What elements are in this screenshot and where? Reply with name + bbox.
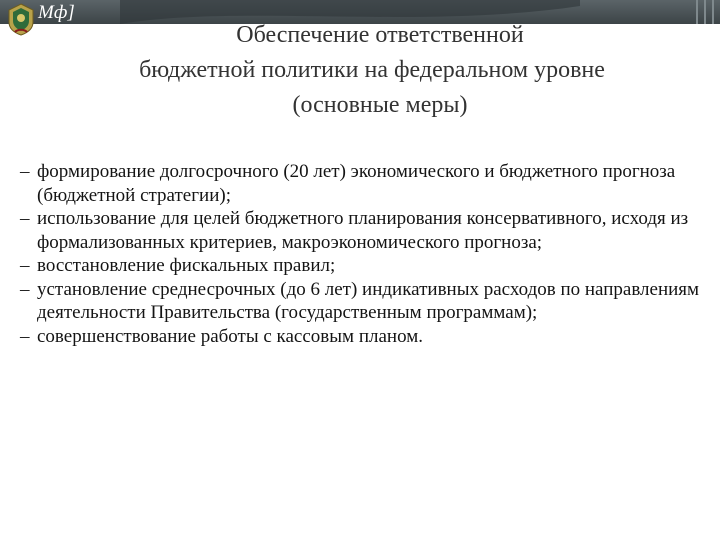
list-bullet: – <box>20 161 30 182</box>
list-bullet: – <box>20 255 30 276</box>
list-item <box>20 278 710 325</box>
org-abbreviation: Мф] <box>38 2 75 23</box>
list-item <box>20 254 710 278</box>
list-item <box>20 207 710 254</box>
list-item-text: восстановление фискальных правил; <box>37 255 336 276</box>
title-line-3: (основные меры) <box>292 92 468 118</box>
measures-list <box>20 160 710 348</box>
list-item-text: формирование долгосрочного (20 лет) экономического и бюджетного прогноза (бюджетной стратегии); <box>37 161 676 206</box>
list-bullet: – <box>20 325 30 347</box>
list-item-text: совершенствование работы с кассовым планом. <box>37 325 423 347</box>
list-item-text: использование для целей бюджетного планирования консервативного, исходя из формализованных критериев, макроэкономического прогноза; <box>37 208 689 253</box>
list-bullet: – <box>20 208 30 229</box>
ministry-emblem-icon <box>6 2 36 36</box>
slide-title <box>40 18 720 123</box>
list-item-text: установление среднесрочных (до 6 лет) индикативных расходов по направлениям деятельности Правительства (государственным программам); <box>37 278 700 323</box>
title-line-2: бюджетной политики на федеральном уровне <box>139 57 605 83</box>
title-line-1: Обеспечение ответственной <box>236 22 524 48</box>
list-bullet: – <box>20 278 30 300</box>
list-item <box>20 325 710 349</box>
list-item <box>20 160 710 207</box>
